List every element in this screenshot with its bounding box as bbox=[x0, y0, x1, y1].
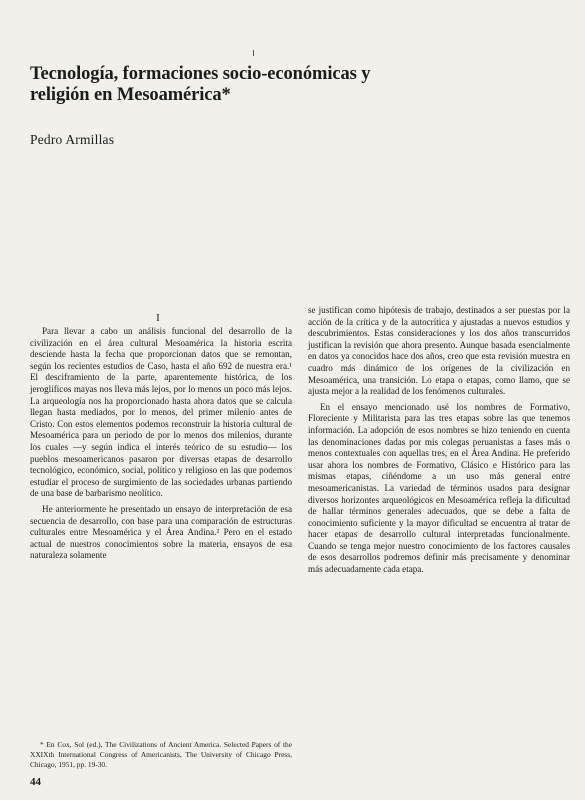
footnotes bbox=[30, 740, 292, 770]
right-column bbox=[308, 305, 570, 576]
paragraph: En el ensayo mencionado usé los nombres de Formativo, Floreciente y Militarista para las tres etapas sobre las que tenemos información. La adopción de esos nombres se hizo teniendo en cuenta las denominaciones dadas por mis colegas peruanistas a fases más o menos contextuales con aquellas tres, en el Área Andina. He preferido usar ahora los nombres de Formativo, Clásico e Histórico para las mismas etapas, ciñéndome a un uso más general entre mesoamericanistas. La variedad de términos usados para designar diversos horizontes arqueológicos en Mesoamérica refleja la dificultad de hallar términos generales adecuados, que se debe a falta de conocimiento suficiente y la mayor dificultad se encuentra al tratar de hacer etapas de desarrollo cultural interpretadas funcionalmente. Cuando se tenga mejor nuestro conocimiento de los factores causales de esos desarrollos podremos definir más precisamente y denominar más adecuadamente cada etapa. bbox=[308, 401, 570, 575]
page-number: 44 bbox=[30, 776, 41, 788]
article-title: Tecnología, formaciones socio-económicas y religión en Mesoamérica* bbox=[30, 64, 371, 105]
footnote: * En Cox, Sol (ed.), The Civilizations of Ancient America. Selected Papers of the XXIXth International Congress of Americanists, The University of Chicago Press, Chicago, 1951, pp. 19-30. bbox=[30, 740, 292, 769]
paragraph: He anteriormente he presentado un ensayo de interpretación de esa secuencia de desarrollo, con base para una comparación de estructuras culturales entre Mesoamérica y el Área Andina.² Pero en el estado actual de nuestros conocimientos sobre la materia, ensayos de esa naturaleza solamente bbox=[30, 503, 292, 561]
paragraph: Para llevar a cabo un análisis funcional del desarrollo de la civilización en el área cultural Mesoamérica la historia escrita desciende hasta la fecha que proporcionan datos que se remontan, según los recientes estudios de Caso, hasta el año 692 de nuestra era.¹ El desciframiento de la parte, aparentemente histórica, de los jeroglíficos mayas nos lleva más lejos, por lo menos un poco más lejos. La arqueología nos ha proporcionado hasta ahora datos que se calcula llegan hasta mediados, por lo menos, del primer milenio antes de Cristo. Con estos elementos podemos reconstruir la historia cultural de Mesoamérica para un periodo de por lo menos dos milenios, durante los cuales —y según indica el interés teórico de su estudio— los pueblos mesoamericanos pasaron por diversas etapas de desarrollo tecnológico, económico, social, político y religioso en las que podemos estudiar el proceso de surgimiento de las sociedades urbanas partiendo de una base de barbarismo neolítico. bbox=[30, 326, 292, 499]
scan-mark bbox=[253, 50, 254, 56]
section-number: I bbox=[156, 312, 160, 324]
article-author: Pedro Armillas bbox=[30, 132, 115, 147]
left-column bbox=[30, 326, 292, 562]
paragraph: se justifican como hipótesis de trabajo, destinados a ser puestas por la acción de la crítica y de la autocrítica y ajustadas a nuevos estudios y descubrimientos. Estas consideraciones y los dos años transcurridos justifican la revisión que ahora presento. Aunque basada esencialmente en datos ya conocidos hace dos años, creo que esta revisión muestra en cuadro más dinámico de los orígenes de la civilización en Mesoamérica, una transición. Lo etapa o etapas, como llamo, que se ajusta mejor a la realidad de los fenómenos culturales. bbox=[308, 305, 570, 397]
